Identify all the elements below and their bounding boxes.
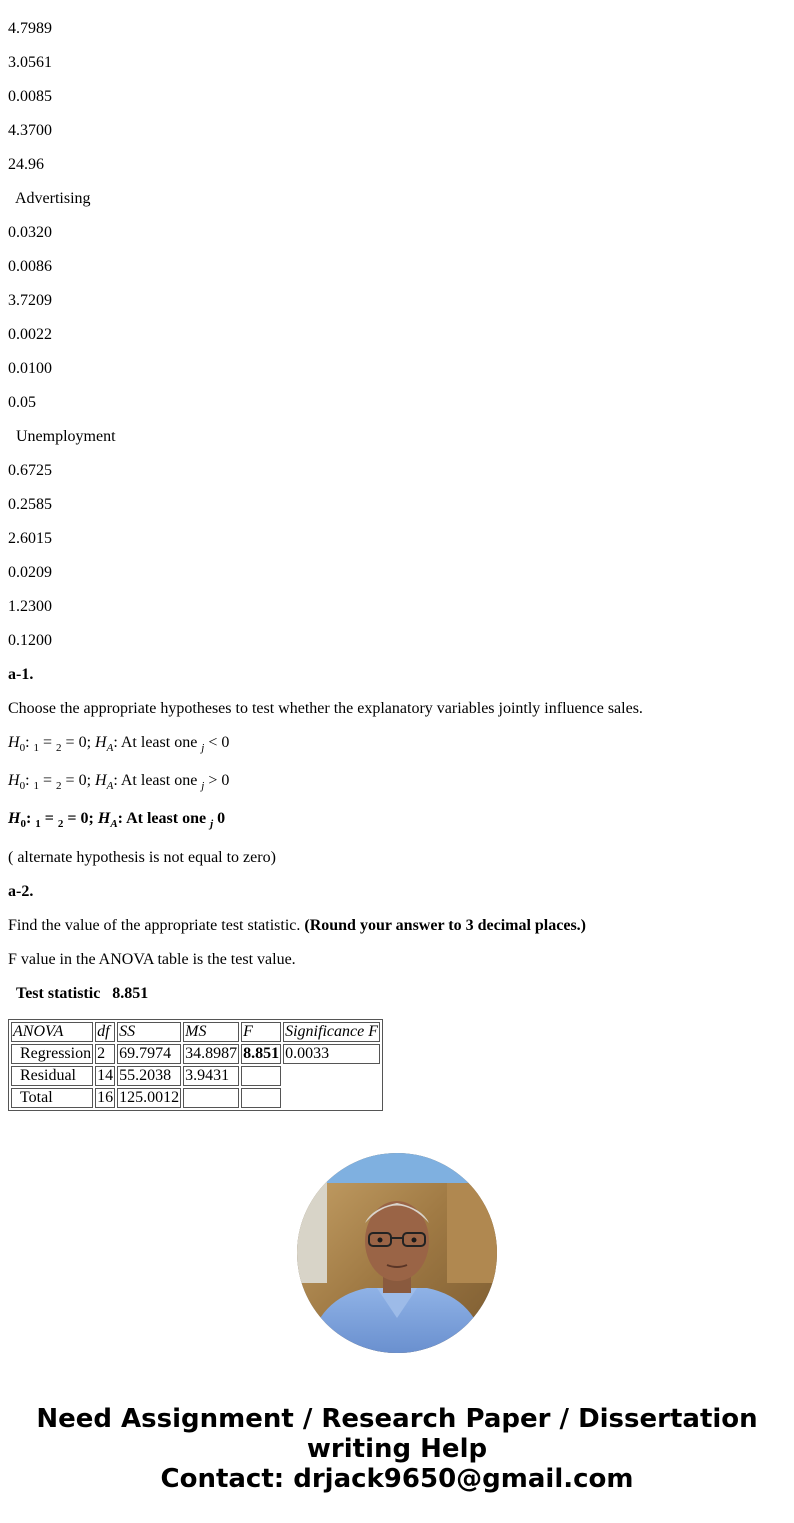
value-line: 4.7989 [8,20,52,37]
question-a2 [8,917,586,935]
header-cell [117,1022,181,1042]
h0-symbol: H [8,810,21,827]
hypothesis-option-1 [8,734,230,755]
table-row [11,1088,380,1108]
text: = 0; [61,734,96,751]
ha-symbol: H [97,810,111,827]
value-line: 0.0209 [8,564,52,581]
h0-symbol: H [8,772,20,789]
text: : [25,772,34,789]
h0-sub: 0 [19,780,26,793]
ss-cell: 55.2038 [117,1066,181,1086]
value-line: 0.6725 [8,462,52,479]
header-text: F [243,1023,253,1040]
table-row [11,1044,380,1064]
text: = [39,734,57,751]
footer-line: writing Help [306,1434,488,1464]
test-statistic-label: Test statistic [16,985,101,1002]
header-text: MS [185,1023,207,1040]
ha-symbol: H [95,772,107,789]
beta2-sub: 2 [57,818,64,831]
source-cell: Total [11,1088,93,1108]
table-row [11,1066,380,1086]
ss-cell: 69.7974 [117,1044,181,1064]
source-cell: Residual [11,1066,93,1086]
section-label-a1: a-1. [8,666,34,683]
value-line: 0.05 [8,394,36,411]
header-cell [283,1022,380,1042]
beta1-sub: 1 [33,780,40,793]
value-line: 3.0561 [8,54,52,71]
value-line: 0.1200 [8,632,52,649]
hypothesis-option-2 [8,772,230,793]
question-text: Find the value of the appropriate test statistic. [8,917,301,934]
text: = 0; [61,772,96,789]
footer-banner [0,1404,794,1494]
ms-cell: 34.8987 [185,1045,238,1062]
variable-label-unemployment: Unemployment [16,428,116,445]
beta2-sub: 2 [56,780,62,793]
value-line: 0.0100 [8,360,52,377]
header-text: df [97,1023,110,1040]
text: = [39,772,57,789]
question-a1: Choose the appropriate hypotheses to test whether the explanatory variables jointly influence sales. [8,700,643,717]
hypothesis-option-3-selected [8,810,226,831]
footer-line: Need Assignment / Research Paper / Dissertation [36,1404,758,1434]
text: : At least one [113,772,202,789]
text: : [25,810,36,827]
header-cell [95,1022,115,1042]
h0-sub: 0 [19,742,26,755]
table-header-row [11,1022,380,1042]
avatar-portrait [297,1153,497,1353]
sig-cell: 0.0033 [283,1044,380,1064]
text: 0 [213,810,226,827]
j-sub: j [201,742,205,755]
value-line: 0.0022 [8,326,52,343]
value-line: 4.3700 [8,122,52,139]
f-cell [241,1044,281,1064]
beta2-sub: 2 [56,742,62,755]
sig-cell [283,1088,380,1108]
text: > 0 [204,772,230,789]
h0-sub: 0 [20,818,26,831]
test-statistic-value: 8.851 [112,985,149,1002]
df-cell: 2 [95,1044,115,1064]
header-cell [183,1022,239,1042]
source-cell: Regression [11,1044,93,1064]
df-cell: 16 [97,1089,114,1106]
j-sub: j [201,780,205,793]
f-value: 8.851 [243,1045,280,1062]
value-line: 0.0086 [8,258,52,275]
rounding-instruction: (Round your answer to 3 decimal places.) [304,917,587,934]
header-text: ANOVA [13,1023,64,1040]
text: = [40,810,58,827]
beta1-sub: 1 [35,818,41,831]
header-cell [241,1022,281,1042]
value-line: 0.0320 [8,224,52,241]
text: : [25,734,34,751]
value-line: 0.0085 [8,88,52,105]
j-sub: j [210,818,214,831]
value-line: 0.2585 [8,496,52,513]
test-statistic-line [8,985,148,1003]
text: = 0; [63,810,98,827]
header-cell [11,1022,93,1042]
value-line: 3.7209 [8,292,52,309]
header-text: Significance F [285,1023,378,1040]
ha-sub: A [106,780,114,793]
sig-cell [283,1066,380,1086]
text: : At least one [113,734,202,751]
ss-cell: 125.0012 [119,1089,180,1106]
h0-symbol: H [8,734,20,751]
ha-sub: A [106,742,114,755]
ms-cell: 3.9431 [183,1066,239,1086]
text: < 0 [204,734,230,751]
beta1-sub: 1 [33,742,40,755]
value-line: 2.6015 [8,530,52,547]
anova-table [8,1019,383,1111]
footer-contact: Contact: drjack9650@gmail.com [160,1464,634,1494]
value-line: 24.96 [8,156,44,173]
explanation: F value in the ANOVA table is the test value. [8,951,296,968]
f-cell [241,1066,281,1086]
text: : At least one [117,810,211,827]
value-line: 1.2300 [8,598,52,615]
author-avatar [297,1153,497,1353]
ha-sub: A [110,818,118,831]
variable-label-advertising: Advertising [15,190,91,207]
header-text: SS [119,1023,136,1040]
ms-cell [183,1088,239,1108]
ha-symbol: H [95,734,107,751]
section-label-a2: a-2. [8,883,34,900]
df-cell: 14 [97,1067,114,1084]
f-cell [241,1088,281,1108]
hypothesis-note: ( alternate hypothesis is not equal to zero) [8,849,276,866]
